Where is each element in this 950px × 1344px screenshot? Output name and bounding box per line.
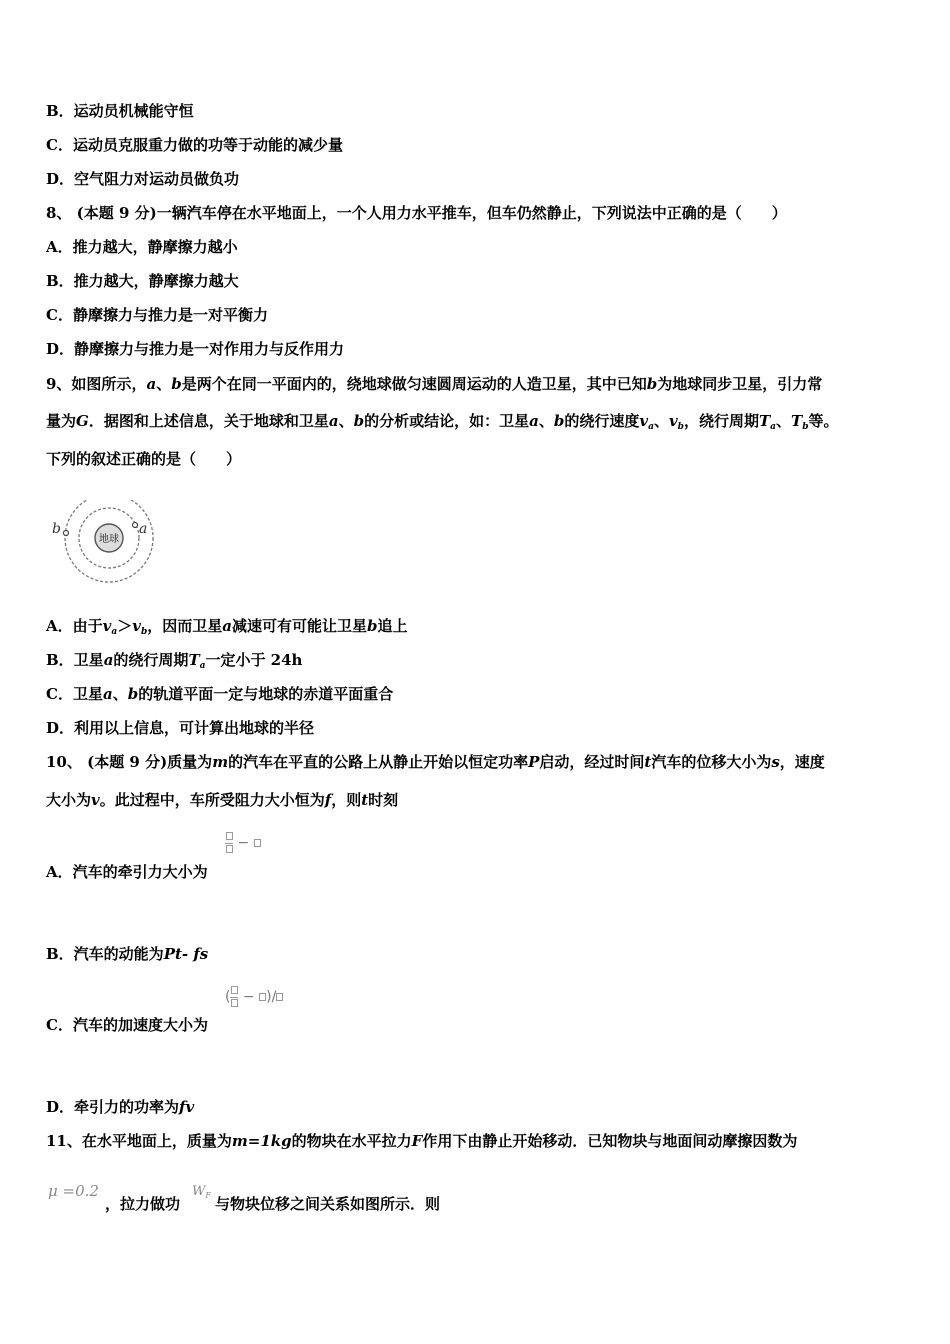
satellite-a-icon (133, 523, 138, 528)
q9-option-d: D．利用以上信息，可计算出地球的半径 (46, 719, 315, 737)
q10-option-a: A．汽车的牵引力大小为 (46, 863, 208, 881)
satellite-a-label: a (139, 521, 148, 537)
q10-option-c: C．汽车的加速度大小为 (46, 1016, 208, 1034)
q11-stem-line2b: 与物块位移之间关系如图所示．则 (215, 1195, 441, 1213)
q11-stem-line1: 11、在水平地面上，质量为m=1kg的物块在水平拉力F作用下由静止开始移动．已知物块与地面间动摩擦因数为 (46, 1132, 798, 1150)
q9-stem-line2: 量为G．据图和上述信息，关于地球和卫星a、b的分析或结论，如：卫星a、b的绕行速度$v_a$、$v_b$，绕行周期$T_a$、$T_b$等。 (46, 412, 839, 432)
q7-option-b: B．运动员机械能守恒 (46, 102, 194, 120)
q8-stem: 8、 (本题 9 分)一辆汽车停在水平地面上，一个人用力水平推车，但车仍然静止，下列说法中正确的是（ ） (46, 204, 787, 222)
q10-option-d: D．牵引力的功率为fv (46, 1098, 195, 1116)
q10-formula-acceleration: ( − )/ (225, 986, 283, 1008)
q10-option-b: B．汽车的动能为Pt- fs (46, 945, 209, 963)
q9-stem-line1: 9、如图所示，a、b是两个在同一平面内的，绕地球做匀速圆周运动的人造卫星，其中已知b为地球同步卫星，引力常 (46, 375, 823, 393)
q8-option-c: C．静摩擦力与推力是一对平衡力 (46, 306, 268, 324)
q8-option-d: D．静摩擦力与推力是一对作用力与反作用力 (46, 340, 345, 358)
q11-mu-formula: μ =0.2 (48, 1182, 99, 1200)
satellite-b-label: b (52, 521, 61, 537)
q9-stem-line3: 下列的叙述正确的是（ ） (46, 450, 242, 468)
orbit-figure (48, 500, 160, 585)
q7-option-c: C．运动员克服重力做的功等于动能的减少量 (46, 136, 343, 154)
q9-option-c: C．卫星a、b的轨道平面一定与地球的赤道平面重合 (46, 685, 394, 703)
q8-option-a: A．推力越大，静摩擦力越小 (46, 238, 238, 256)
q8-option-b: B．推力越大，静摩擦力越大 (46, 272, 239, 290)
q10-formula-traction: − (225, 832, 261, 854)
satellite-b-icon (64, 531, 69, 536)
q11-wf-formula: $W_F$ (192, 1184, 211, 1200)
q10-stem-line1: 10、 (本题 9 分)质量为m的汽车在平直的公路上从静止开始以恒定功率P启动，经过时间t汽车的位移大小为s，速度 (46, 753, 825, 771)
q11-stem-line2a: ，拉力做功 (105, 1195, 181, 1213)
earth-label: 地球 (99, 534, 119, 545)
q9-option-a: A．由于$v_a>v_b$，因而卫星a减速可有可能让卫星b追上 (46, 617, 408, 637)
q9-option-b: B．卫星a的绕行周期$T_a$一定小于 24h (46, 651, 303, 671)
q7-option-d: D．空气阻力对运动员做负功 (46, 170, 240, 188)
q10-stem-line2: 大小为v。此过程中，车所受阻力大小恒为f，则t时刻 (46, 791, 399, 809)
